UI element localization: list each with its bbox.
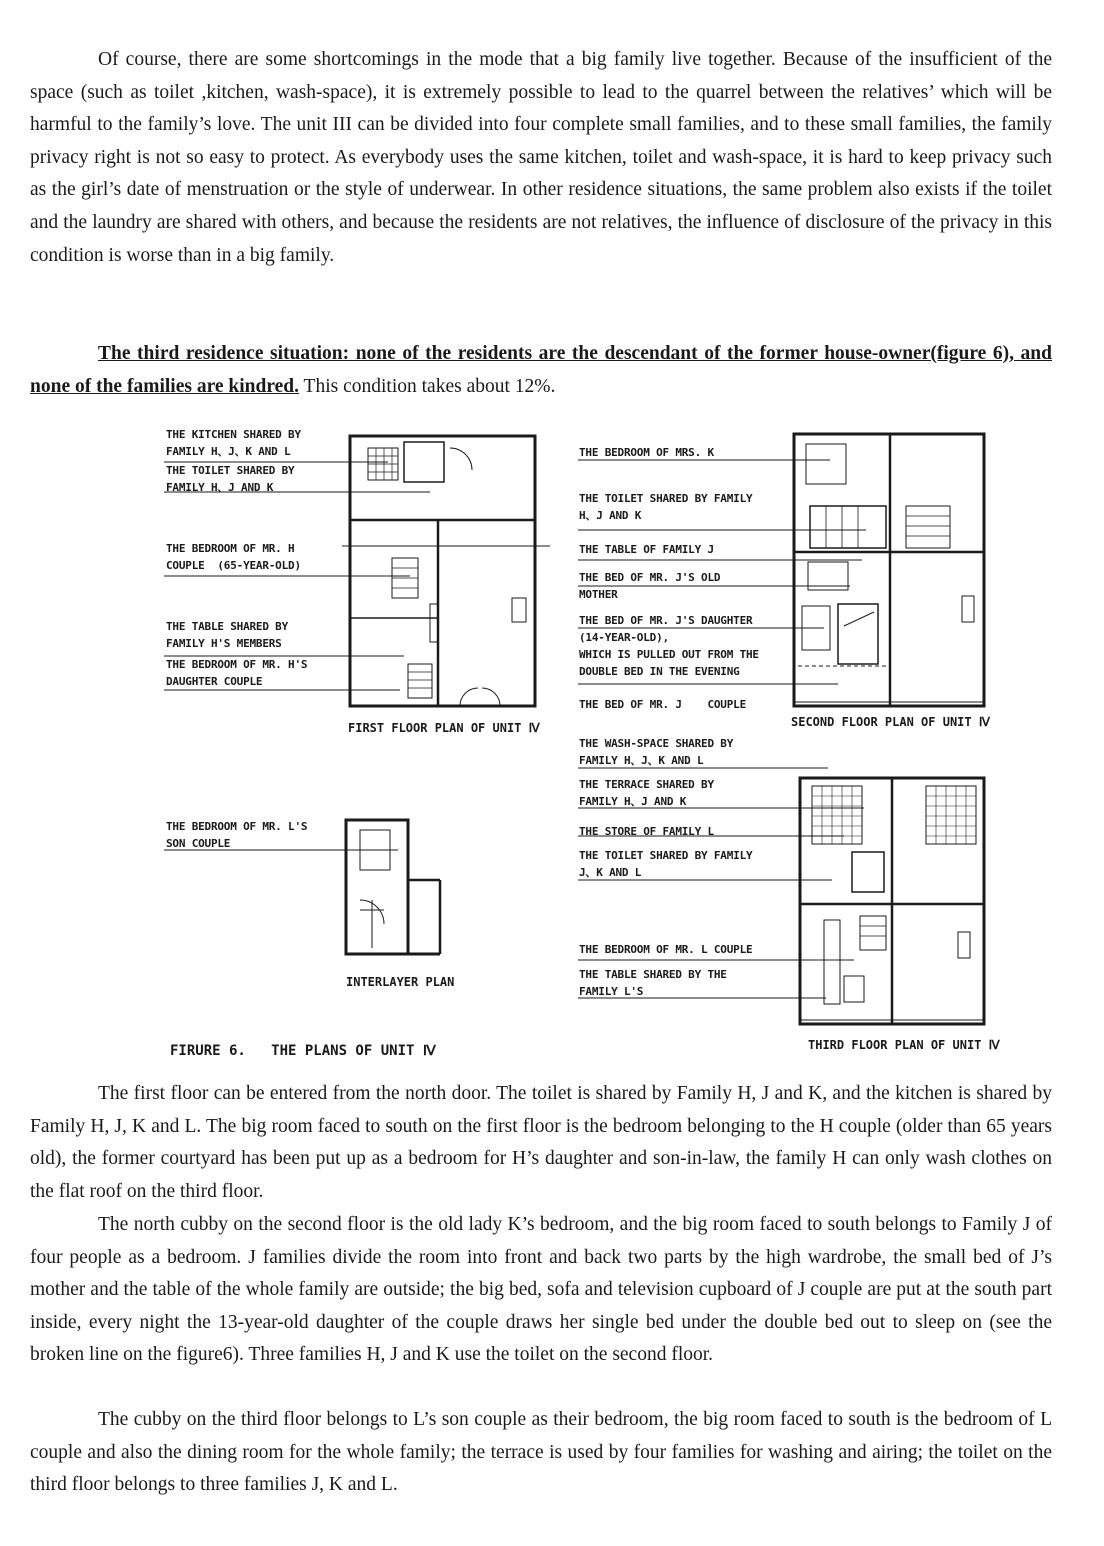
label-sf-toilet: THE TOILET SHARED BY FAMILY H、J AND K [579, 492, 753, 522]
third-floor-plan [574, 766, 1004, 1030]
section-heading [30, 338, 1052, 403]
label-tf-terrace: THE TERRACE SHARED BY FAMILY H、J AND K [579, 778, 714, 808]
label-tf-toilet: THE TOILET SHARED BY FAMILY J、K AND L [579, 849, 753, 879]
second-floor-title: SECOND FLOOR PLAN OF UNIT Ⅳ [791, 715, 990, 729]
figure-caption: FIRURE 6. THE PLANS OF UNIT Ⅳ [170, 1043, 436, 1059]
body-paragraph-1: Of course, there are some shortcomings in the mode that a big family live together. Because of the insufficient of the space (such as toilet ,kitchen, wash-space), it is extremely possible to lead to the quarrel between the relatives’ which will be harmful to the family’s love. The unit III can be divided into four complete small families, and to these small families, the family privacy right is not so easy to protect. As everybody uses the same kitchen, toilet and wash-space, it is hard to keep privacy such as the girl’s date of menstruation or the style of underwear. In other residence situations, the same problem also exists if the toilet and the laundry are shared with others, and because the residents are not relatives, the influence of disclosure of the privacy in this condition is worse than in a big family. [30, 49, 1052, 266]
heading-rest: This condition takes about 12%. [299, 375, 556, 397]
label-ff-bedroom-h: THE BEDROOM OF MR. H COUPLE (65-YEAR-OLD) [166, 542, 301, 572]
label-ff-bedroom-daughter: THE BEDROOM OF MR. H'S DAUGHTER COUPLE [166, 658, 308, 688]
label-sf-bed-daughter: THE BED OF MR. J'S DAUGHTER (14-YEAR-OLD), WHICH IS PULLED OUT FROM THE DOUBLE BED IN THE EVENING [579, 614, 759, 678]
label-ff-table: THE TABLE SHARED BY FAMILY H'S MEMBERS [166, 620, 289, 650]
heading-bold: The third residence situation: none of the residents are the descendant of the former house-owner(figure 6), and none of the families are kindred. [30, 343, 1052, 397]
label-interlayer-bedroom: THE BEDROOM OF MR. L'S SON COUPLE [166, 820, 308, 850]
label-sf-bed-couple: THE BED OF MR. J COUPLE [579, 698, 746, 711]
label-ff-kitchen: THE KITCHEN SHARED BY FAMILY H、J、K AND L [166, 428, 301, 458]
body-paragraph-2: The first floor can be entered from the north door. The toilet is shared by Family H, J and K, and the kitchen is shared by Family H, J, K and L. The big room faced to south on the first floor is the bedroom belonging to the H couple (older than 65 years old), the former courtyard has been put up as a bedroom for H’s daughter and son-in-law, the family H can only wash clothes on the flat roof on the third floor. [30, 1083, 1052, 1202]
label-sf-bed-mother: THE BED OF MR. J'S OLD MOTHER [579, 571, 721, 601]
body-paragraph-4: The cubby on the third floor belongs to L’s son couple as their bedroom, the big room faced to south is the bedroom of L couple and also the dining room for the whole family; the terrace is used by four families for washing and airing; the toilet on the third floor belongs to three families J, K and L. [30, 1409, 1052, 1496]
label-tf-table-l: THE TABLE SHARED BY THE FAMILY L'S [579, 968, 727, 998]
body-paragraph-3: The north cubby on the second floor is the old lady K’s bedroom, and the big room faced to south belongs to Family J of four people as a bedroom. J families divide the room into front and back two parts by the high wardrobe, the small bed of J’s mother and the table of the whole family are outside; the big bed, sofa and television cupboard of J couple are put at the south part inside, every night the 13-year-old daughter of the couple draws her single bed under the double bed out to sleep on (see the broken line on the figure6). Three families H, J and K use the toilet on the second floor. [30, 1214, 1052, 1366]
label-sf-bedroom-k: THE BEDROOM OF MRS. K [579, 446, 714, 459]
label-ff-toilet: THE TOILET SHARED BY FAMILY H、J AND K [166, 464, 295, 494]
label-sf-table-j: THE TABLE OF FAMILY J [579, 543, 714, 556]
interlayer-plan [160, 810, 450, 970]
label-tf-store: THE STORE OF FAMILY L [579, 825, 714, 838]
interlayer-title: INTERLAYER PLAN [346, 975, 455, 989]
first-floor-title: FIRST FLOOR PLAN OF UNIT Ⅳ [348, 721, 540, 735]
third-floor-title: THIRD FLOOR PLAN OF UNIT Ⅳ [808, 1038, 1000, 1052]
second-floor-plan [574, 426, 1004, 716]
label-tf-wash: THE WASH-SPACE SHARED BY FAMILY H、J、K AND L [579, 737, 734, 767]
first-floor-plan [160, 428, 550, 718]
label-tf-bedroom-l: THE BEDROOM OF MR. L COUPLE [579, 943, 753, 956]
